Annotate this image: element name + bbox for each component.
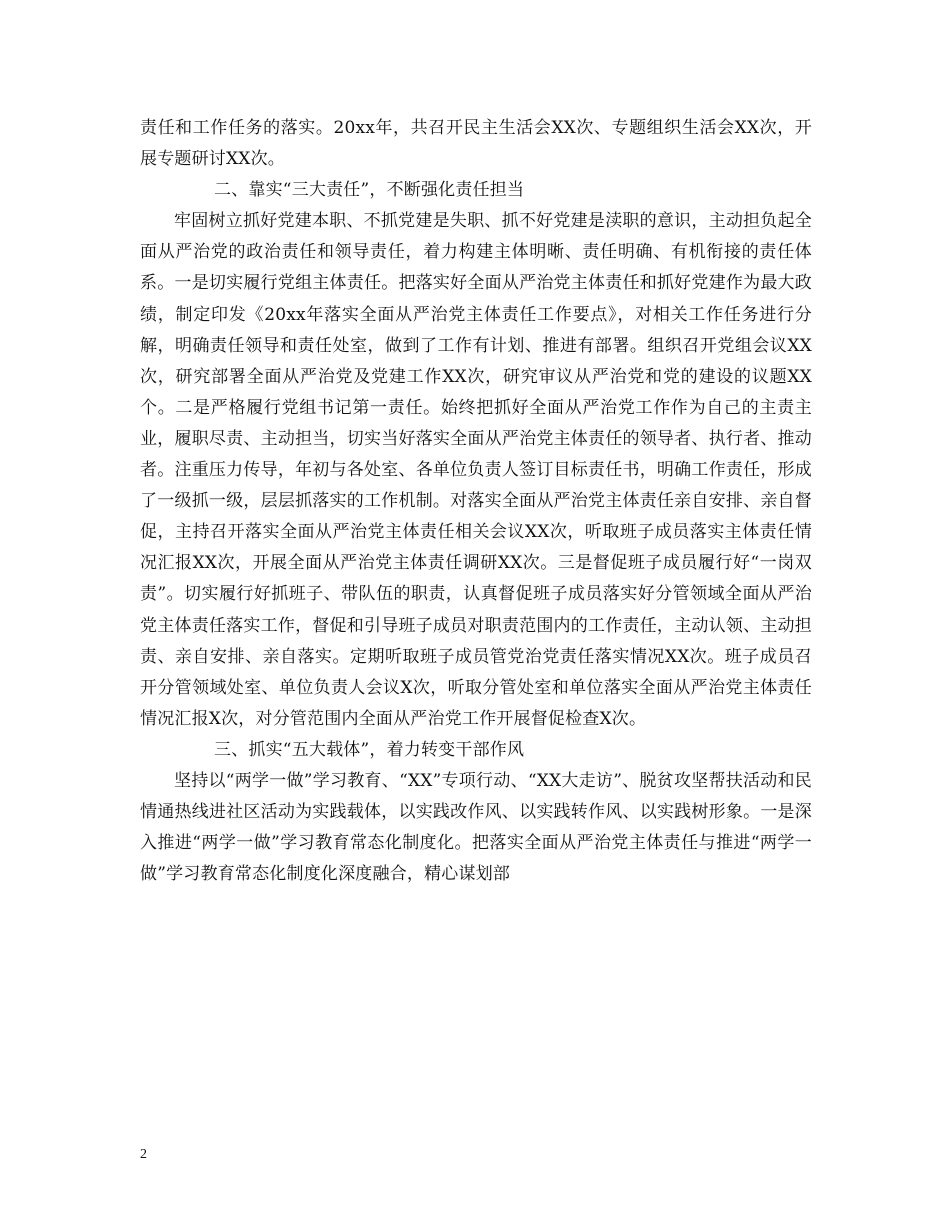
paragraph-continuation: 责任和工作任务的落实。20xx年，共召开民主生活会XX次、专题组织生活会XX次，开展专题研讨XX次。 — [140, 118, 812, 170]
paragraph-carriers: 坚持以“两学一做”学习教育、“XX”专项行动、“XX大走访”、脱贫攻坚帮扶活动和民情通热线进社区活动为实践载体，以实践改作风、以实践转作风、以实践树形象。一是深入推进“两学一做”学习教育常态化制度化。把落实全面从严治党主体责任与推进“两学一做”学习教育常态化制度化深度融合，精心谋划部 — [140, 770, 812, 885]
document-body — [140, 113, 812, 890]
section-heading-two: 二、靠实“三大责任”，不断强化责任担当 — [214, 180, 525, 201]
paragraph-responsibilities: 牢固树立抓好党建本职、不抓党建是失职、抓不好党建是渎职的意识，主动担负起全面从严治党的政治责任和领导责任，着力构建主体明晰、责任明确、有机衔接的责任体系。一是切实履行党组主体责任。把落实好全面从严治党主体责任和抓好党建作为最大政绩，制定印发《20xx年落实全面从严治党主体责任工作要点》，对相关工作任务进行分解，明确责任领导和责任处室，做到了工作有计划、推进有部署。组织召开党组会议XX次，研究部署全面从严治党及党建工作XX次，研究审议从严治党和党的建设的议题XX个。二是严格履行党组书记第一责任。始终把抓好全面从严治党工作作为自己的主责主业，履职尽责、主动担当，切实当好落实全面从严治党主体责任的领导者、执行者、推动者。注重压力传导，年初与各处室、各单位负责人签订目标责任书，明确工作责任，形成了一级抓一级，层层抓落实的工作机制。对落实全面从严治党主体责任亲自安排、亲自督促，主持召开落实全面从严治党主体责任相关会议XX次，听取班子成员落实主体责任情况汇报XX次，开展全面从严治党主体责任调研XX次。三是督促班子成员履行好“一岗双责”。切实履行好抓班子、带队伍的职责，认真督促班子成员落实好分管领域全面从严治党主体责任落实工作，督促和引导班子成员对职责范围内的工作责任，主动认领、主动担责、亲自安排、亲自落实。定期听取班子成员管党治党责任落实情况XX次。班子成员召开分管领域处室、单位负责人会议X次，听取分管处室和单位落实全面从严治党主体责任情况汇报X次，对分管范围内全面从严治党工作开展督促检查X次。 — [140, 211, 812, 729]
section-heading-three: 三、抓实“五大载体”，着力转变干部作风 — [214, 739, 525, 760]
page-number: 2 — [140, 1147, 147, 1162]
